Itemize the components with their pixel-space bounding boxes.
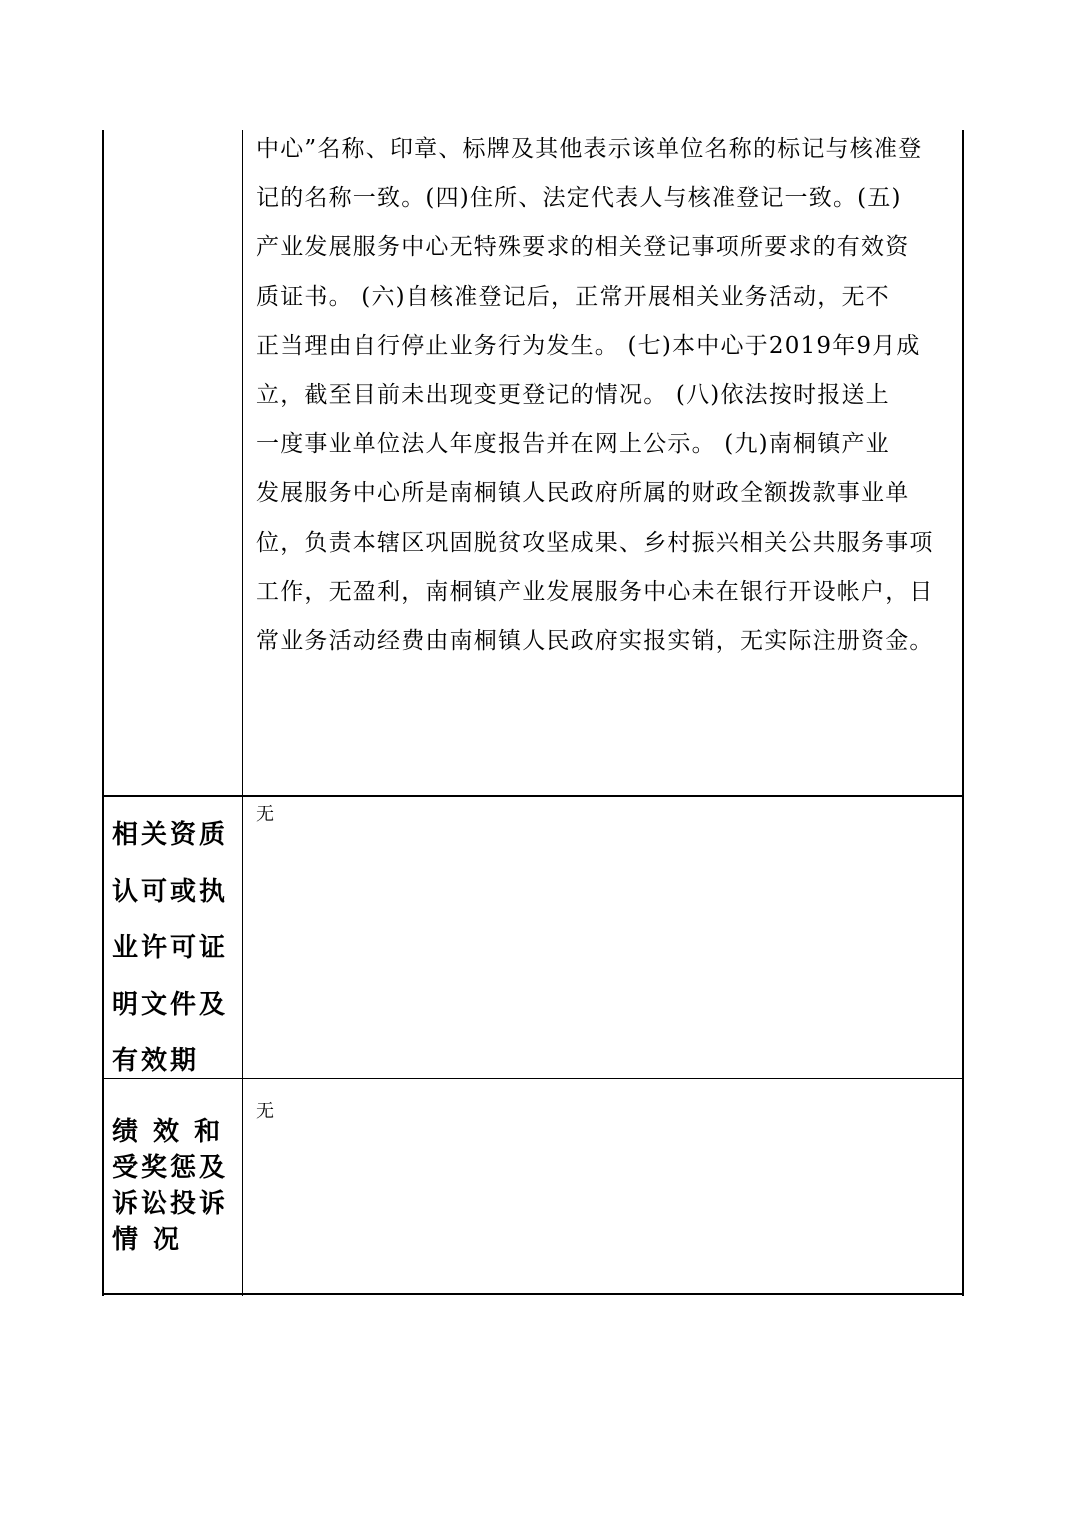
paragraph-line: 产业发展服务中心无特殊要求的相关登记事项所要求的有效资: [256, 234, 910, 261]
table-column-divider: [242, 130, 243, 1296]
label-line: 明文件及: [112, 989, 229, 1020]
paragraph-line: 位，负责本辖区巩固脱贫攻坚成果、乡村振兴相关公共服务事项: [256, 529, 934, 556]
qualification-value: 无: [256, 804, 274, 825]
label-line: 认可或执: [112, 876, 229, 907]
paragraph-line: 常业务活动经费由南桐镇人民政府实报实销，无实际注册资金。: [256, 628, 934, 655]
table-row-divider: [102, 795, 964, 797]
table-border-left: [102, 130, 104, 1296]
paragraph-line: 正当理由自行停止业务行为发生。 (七)本中心于2019年9月成: [256, 332, 921, 359]
continued-paragraph: [256, 125, 956, 666]
label-line: 诉讼投诉: [112, 1189, 229, 1219]
paragraph-line: 工作，无盈利，南桐镇产业发展服务中心未在银行开设帐户，日: [256, 578, 934, 605]
label-line: 绩 效 和: [112, 1117, 224, 1147]
paragraph-line: 一度事业单位法人年度报告并在网上公示。 (九)南桐镇产业: [256, 431, 890, 458]
label-line: 受奖惩及: [112, 1153, 229, 1183]
table-border-right: [962, 130, 964, 1296]
performance-value: 无: [256, 1101, 274, 1122]
paragraph-line: 记的名称一致。(四)住所、法定代表人与核准登记一致。(五): [256, 185, 902, 212]
table-border-bottom: [102, 1293, 964, 1295]
paragraph-line: 质证书。 (六)自核准登记后，正常开展相关业务活动，无不: [256, 283, 890, 310]
paragraph-line: 中心”名称、印章、标牌及其他表示该单位名称的标记与核准登: [256, 136, 923, 162]
label-line: 业许可证: [112, 933, 229, 963]
paragraph-line: 立，截至目前未出现变更登记的情况。 (八)依法按时报送上: [256, 382, 890, 409]
paragraph-line: 发展服务中心所是南桐镇人民政府所属的财政全额拨款事业单: [256, 480, 910, 507]
label-line: 情 况: [112, 1225, 183, 1255]
performance-label: [112, 1114, 238, 1258]
label-line: 相关资质: [112, 820, 229, 850]
label-line: 有效期: [112, 1046, 200, 1076]
qualification-label: [112, 807, 238, 1090]
